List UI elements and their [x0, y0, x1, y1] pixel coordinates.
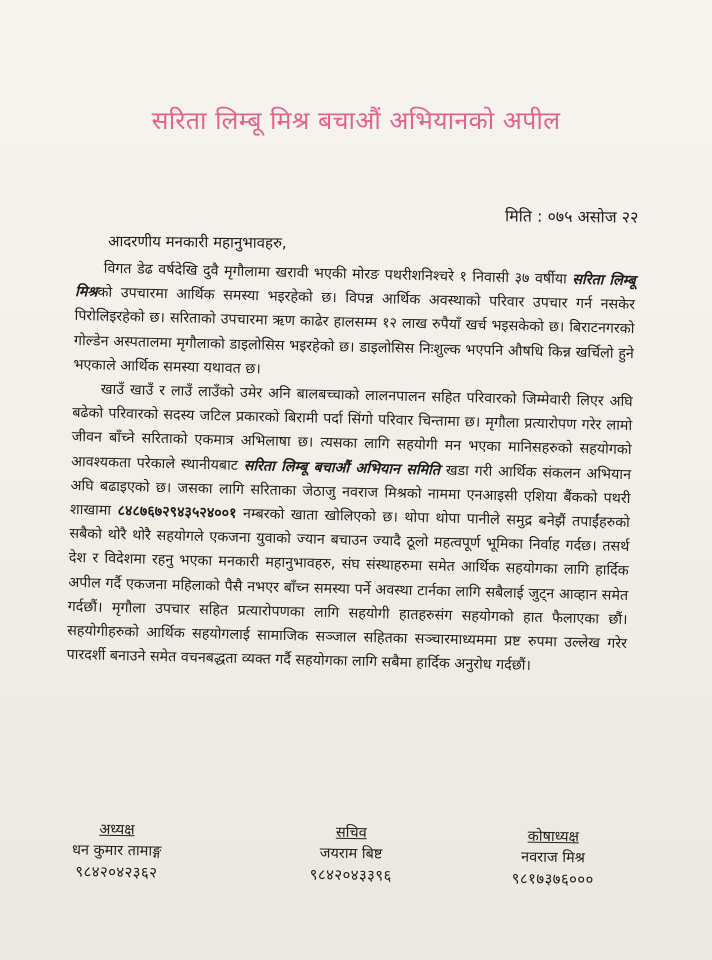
paragraph-2 [66, 377, 633, 681]
signatory-role: अध्यक्ष [99, 821, 135, 839]
signature-secretary [310, 822, 393, 886]
signatory-name: धन कुमार तामाङ्ग [71, 842, 162, 860]
letter-body [66, 256, 636, 681]
signatory-phone: ९८१७३७६००० [511, 869, 594, 889]
date-line: मिति : ०७५ असोज २२ [504, 206, 639, 227]
paragraph-1 [73, 256, 636, 390]
paragraph-1-text-b: को उपचारमा आर्थिक समस्या भइरहेको छ। विपन्न आर्थिक अवस्थाको परिवार उपचार गर्न नसकेर पिरोलिइरहेको छ। सरिताको उपचारमा ऋण काढेर हालसम्म १२ लाख रुपैयाँ खर्च भइसकेको छ। बिराटनगरको गोल्डेन अस्पतालमा मृगौलाको डाइलोसिस भइरहेको छ। डाइलोसिस निःशुल्क भएपनि औषधि किन्न खर्चिलो हुने भएकाले आर्थिक समस्या यथावत छ। [73, 284, 636, 378]
signature-chairperson [72, 819, 162, 883]
patient-name: सरिता लिम्बू मिश्र [74, 271, 636, 301]
account-number: ८४८७६७२९४३५२४००१ [117, 503, 237, 522]
signature-treasurer [512, 826, 595, 890]
paragraph-2-text-b: खडा गरी आर्थिक संकलन अभियान अघि बढाइएको छ। जसका लागि सरिताका जेठाजु नवराज मिश्रको नाममा एनआइसी एशिया बैंकको पथरी शाखामा [69, 462, 632, 520]
signatory-phone: ९८४२०४३३९६ [309, 865, 392, 885]
paragraph-2-text-c: नम्बरको खाता खोलिएको छ। थोपा थोपा पानीले समुद्र बनेझैं तपाईंहरुको सबैको थोरै थोरै सहयोगले एकजना युवाको ज्यान बचाउन ज्यादै ठूलो महत्वपूर्ण भूमिका निर्वाह गर्दछ। तसर्थ देश र विदेशमा रहनु भएका मनकारी महानुभावहरु, संघ संस्थाहरुमा समेत आर्थिक सहयोगका लागि हार्दिक अपील गर्दै एकजना महिलाको पैसै नभएर बाँच्न समस्या पर्ने अवस्था टार्नका लागि सबैलाई जुट्न आव्हान समेत गर्दछौं। मृगौला उपचार सहित प्रत्यारोपणका लागि सहयोगी हातहरुसंग सहयोगको हात फैलाएका छौं। सहयोगीहरुको आर्थिक सहयोगलाई सामाजिक सञ्जाल सहितका सञ्चारमाध्यममा प्रष्ट रुपमा उल्लेख गरेर पारदर्शी बनाउने समेत वचनबद्धता व्यक्त गर्दै सहयोगका लागि सबैमा हार्दिक अनुरोध गर्दछौं। [66, 505, 631, 675]
salutation: आदरणीय मनकारी महानुभावहरु, [107, 232, 287, 252]
paragraph-2-text-a: खाउँ खाउँ र लाउँ लाउँको उमेर अनि बालबच्चाको लालनपालन सहित परिवारको जिम्मेवारी लिएर अघि बढेको परिवारको सदस्य जटिल प्रकारको बिरामी पर्दा सिंगो परिवार चिन्तामा छ। मृगौला प्रत्यारोपण गरेर लामो जीवन बाँच्ने सरिताको एकमात्र अभिलाषा छ। त्यसका लागि सहयोगी मन भएका मानिसहरुको सहयोगको आवश्यकता परेकाले स्थानीयबाट [70, 381, 633, 474]
signatory-role: कोषाध्यक्ष [527, 828, 580, 846]
paragraph-1-text-a: विगत डेढ वर्षदेखि दुवै मृगौलामा खरावी भएकी मोरङ पथरीशनिश्चरे १ निवासी ३७ वर्षीया [103, 260, 573, 288]
signatory-role: सचिव [335, 824, 367, 842]
signatory-name: जयराम बिष्ट [319, 845, 383, 863]
signatory-phone: ९८४२०४२३६२ [75, 862, 158, 882]
page-title: सरिता लिम्बू मिश्र बचाऔं अभियानको अपील [151, 106, 561, 135]
signatory-name: नवराज मिश्र [520, 849, 586, 867]
committee-name: सरिता लिम्बू बचाऔं अभियान समिति [243, 457, 441, 479]
